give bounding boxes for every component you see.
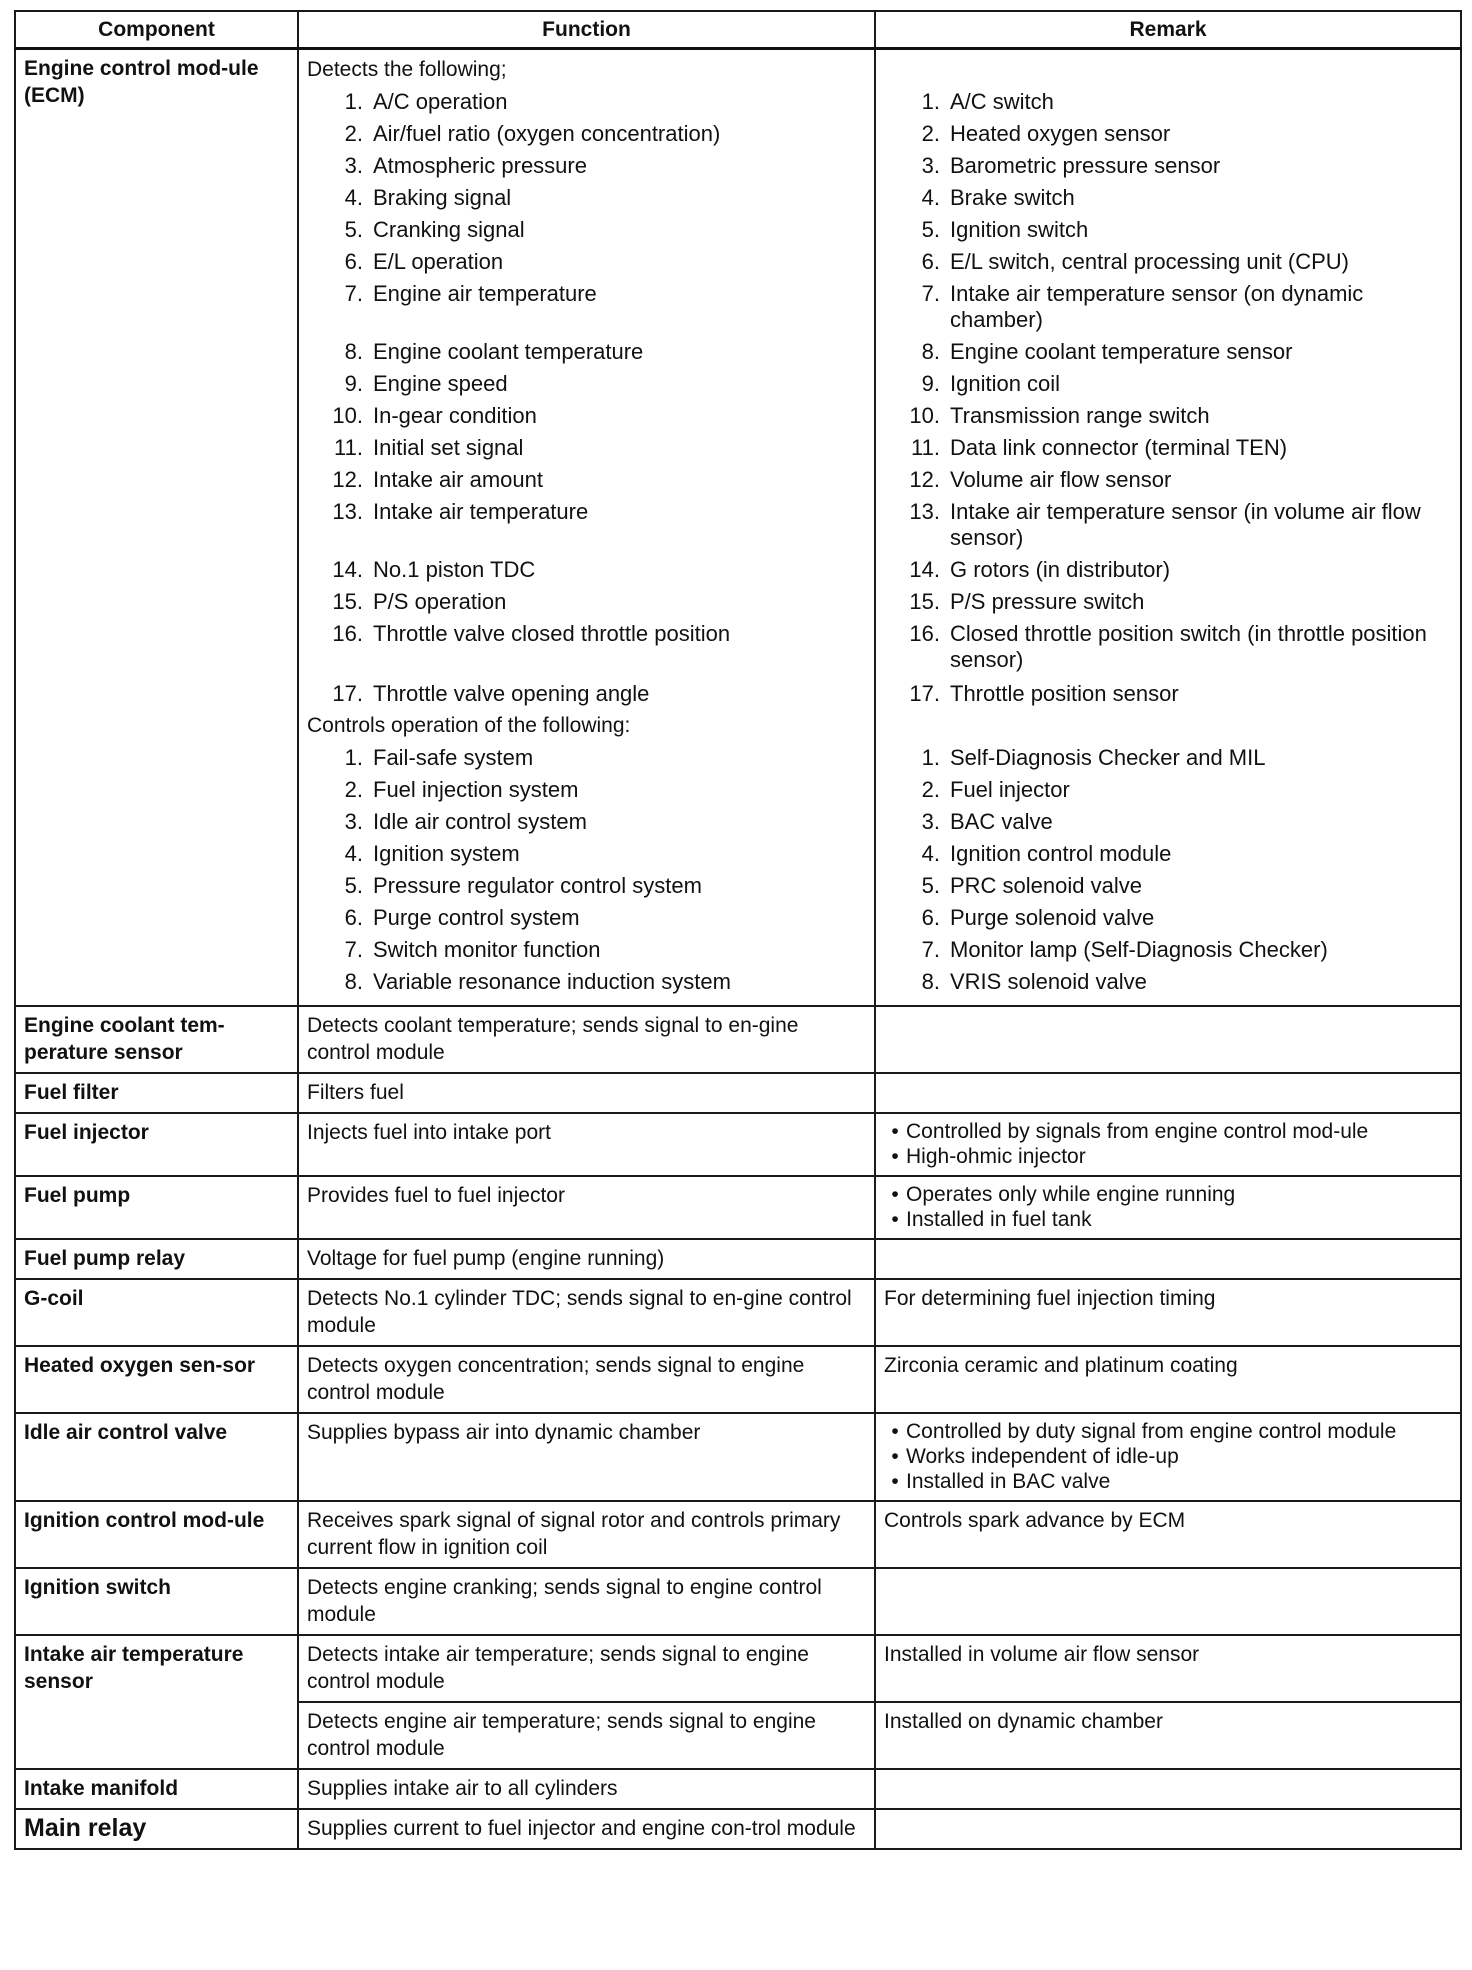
bullet-dot-icon: • [891, 1183, 899, 1206]
item-text: Fuel injector [950, 777, 1070, 802]
item-number: 8. [344, 339, 363, 364]
bullet-dot-icon: • [891, 1470, 899, 1493]
list-item [307, 433, 866, 465]
item-text: In-gear condition [373, 403, 537, 428]
item-number: 7. [921, 281, 940, 306]
item-number: 10. [332, 403, 363, 428]
list-item [884, 935, 1452, 967]
bullet-text: High-ohmic injector [906, 1145, 1086, 1168]
remark-cell: Installed in volume air flow sensor [875, 1635, 1461, 1702]
bullet-dot-icon: • [891, 1120, 899, 1143]
item-number: 14. [909, 557, 940, 582]
item-number: 13. [332, 499, 363, 524]
item-number: 7. [921, 937, 940, 962]
controls-remark-list [884, 743, 1452, 999]
bullet-item [884, 1419, 1452, 1444]
item-text: A/C operation [373, 89, 508, 114]
item-number: 9. [921, 371, 940, 396]
remark-cell: Installed on dynamic chamber [875, 1702, 1461, 1769]
item-number: 3. [344, 809, 363, 834]
bullet-item [884, 1144, 1452, 1169]
remark-cell [875, 1568, 1461, 1635]
item-text: Idle air control system [373, 809, 587, 834]
item-number: 11. [911, 435, 940, 460]
item-number: 5. [344, 873, 363, 898]
detects-label: Detects the following; [307, 58, 507, 81]
item-text: Fail-safe system [373, 745, 534, 770]
item-text: Engine air temperature [373, 281, 597, 306]
bullet-item [884, 1469, 1452, 1494]
function-cell: Receives spark signal of signal rotor and controls primary current flow in ignition coil [298, 1501, 875, 1568]
item-text: Throttle valve closed throttle position [373, 621, 731, 646]
item-text: E/L operation [373, 249, 504, 274]
component-cell: Heated oxygen sen-sor [15, 1346, 298, 1413]
bullet-dot-icon: • [891, 1445, 899, 1468]
list-item [307, 247, 866, 279]
list-item [884, 433, 1452, 465]
list-item [884, 807, 1452, 839]
bullet-dot-icon: • [891, 1420, 899, 1443]
list-item [307, 775, 866, 807]
bullet-item [884, 1119, 1452, 1144]
item-number: 11. [334, 435, 363, 460]
item-number: 1. [921, 89, 940, 114]
item-number: 12. [909, 467, 940, 492]
item-text: PRC solenoid valve [950, 873, 1142, 898]
item-text: A/C switch [950, 89, 1054, 114]
ecm-remark-cell [875, 49, 1461, 1007]
rows-body [15, 1006, 1461, 1635]
item-number: 8. [921, 339, 940, 364]
list-item [307, 279, 866, 337]
table-row [15, 1279, 1461, 1346]
list-item [307, 839, 866, 871]
item-number: 1. [344, 745, 363, 770]
item-text: Intake air temperature sensor (on dynamic chamber) [950, 281, 1364, 332]
header-row [15, 11, 1461, 49]
item-number: 2. [344, 777, 363, 802]
bullet-text: Operates only while engine running [906, 1183, 1236, 1206]
bullet-text: Controlled by signals from engine control mod-ule [906, 1120, 1369, 1143]
list-item [307, 903, 866, 935]
table-row [15, 1635, 1461, 1702]
list-item [884, 903, 1452, 935]
item-text: Throttle valve opening angle [373, 681, 650, 706]
list-item [884, 743, 1452, 775]
list-item [884, 587, 1452, 619]
item-text: Ignition system [373, 841, 520, 866]
function-cell: Injects fuel into intake port [298, 1113, 875, 1176]
detects-remark-list [884, 87, 1452, 711]
list-item [884, 369, 1452, 401]
component-cell: Intake air temperature sensor [15, 1635, 298, 1769]
function-cell: Provides fuel to fuel injector [298, 1176, 875, 1239]
list-item [884, 839, 1452, 871]
component-cell: Main relay [15, 1809, 298, 1849]
list-item [307, 619, 866, 679]
item-number: 4. [921, 185, 940, 210]
item-text: BAC valve [950, 809, 1053, 834]
item-number: 2. [921, 121, 940, 146]
function-cell: Supplies current to fuel injector and engine con-trol module [298, 1809, 875, 1849]
bullet-dot-icon: • [891, 1208, 899, 1231]
item-text: Heated oxygen sensor [950, 121, 1171, 146]
item-text: Volume air flow sensor [950, 467, 1172, 492]
item-number: 10. [909, 403, 940, 428]
item-number: 5. [344, 217, 363, 242]
item-number: 9. [344, 371, 363, 396]
table-row [15, 1113, 1461, 1176]
bullet-item [884, 1207, 1452, 1232]
item-text: Purge solenoid valve [950, 905, 1155, 930]
item-text: P/S pressure switch [950, 589, 1145, 614]
header-component: Component [15, 11, 298, 49]
component-cell: Ignition switch [15, 1568, 298, 1635]
list-item [307, 743, 866, 775]
table-row [15, 1809, 1461, 1849]
item-text: Cranking signal [373, 217, 525, 242]
item-text: Purge control system [373, 905, 580, 930]
item-number: 16. [909, 621, 940, 646]
controls-function-list [307, 743, 866, 999]
item-number: 12. [332, 467, 363, 492]
item-text: Fuel injection system [373, 777, 579, 802]
item-text: Ignition control module [950, 841, 1172, 866]
item-text: Intake air temperature sensor (in volume air flow sensor) [950, 499, 1421, 550]
table-row [15, 1006, 1461, 1073]
component-cell: Fuel filter [15, 1073, 298, 1113]
item-text: Brake switch [950, 185, 1075, 210]
item-text: Monitor lamp (Self-Diagnosis Checker) [950, 937, 1328, 962]
header-remark: Remark [875, 11, 1461, 49]
item-number: 4. [344, 185, 363, 210]
list-item [884, 151, 1452, 183]
list-item [307, 587, 866, 619]
item-number: 17. [332, 681, 363, 706]
list-item [884, 775, 1452, 807]
table-row [15, 1239, 1461, 1279]
component-cell: Ignition control mod-ule [15, 1501, 298, 1568]
table-row [15, 1073, 1461, 1113]
item-number: 2. [921, 777, 940, 802]
item-number: 16. [332, 621, 363, 646]
remark-cell: For determining fuel injection timing [875, 1279, 1461, 1346]
item-number: 2. [344, 121, 363, 146]
item-text: Switch monitor function [373, 937, 601, 962]
item-number: 7. [344, 281, 363, 306]
remark-cell [875, 1073, 1461, 1113]
list-item [884, 215, 1452, 247]
component-cell: Intake manifold [15, 1769, 298, 1809]
item-number: 1. [921, 745, 940, 770]
list-item [307, 679, 866, 711]
list-item [884, 279, 1452, 337]
item-number: 4. [344, 841, 363, 866]
function-cell: Supplies intake air to all cylinders [298, 1769, 875, 1809]
item-text: Variable resonance induction system [373, 969, 731, 994]
item-text: VRIS solenoid valve [950, 969, 1147, 994]
item-text: Engine coolant temperature [373, 339, 644, 364]
item-number: 6. [921, 905, 940, 930]
table-row [15, 1176, 1461, 1239]
table-row [15, 1346, 1461, 1413]
controls-label: Controls operation of the following: [307, 714, 631, 737]
bullet-item [884, 1182, 1452, 1207]
item-number: 15. [909, 589, 940, 614]
function-cell: Supplies bypass air into dynamic chamber [298, 1413, 875, 1501]
header-function: Function [298, 11, 875, 49]
item-text: Intake air temperature [373, 499, 589, 524]
list-item [884, 87, 1452, 119]
component-table [14, 10, 1462, 1850]
item-text: E/L switch, central processing unit (CPU) [950, 249, 1349, 274]
item-text: Self-Diagnosis Checker and MIL [950, 745, 1266, 770]
item-text: Closed throttle position switch (in throttle position sensor) [950, 621, 1427, 672]
remark-cell [875, 1413, 1461, 1501]
remark-cell [875, 1006, 1461, 1073]
component-cell: Idle air control valve [15, 1413, 298, 1501]
item-number: 4. [921, 841, 940, 866]
item-number: 3. [344, 153, 363, 178]
bullet-text: Installed in fuel tank [906, 1208, 1092, 1231]
item-number: 3. [921, 153, 940, 178]
item-number: 1. [344, 89, 363, 114]
list-item [307, 555, 866, 587]
remark-cell [875, 1176, 1461, 1239]
list-item [307, 337, 866, 369]
item-text: Data link connector (terminal TEN) [950, 435, 1288, 460]
bullet-dot-icon: • [891, 1145, 899, 1168]
item-number: 6. [921, 249, 940, 274]
list-item [307, 401, 866, 433]
tail-body [15, 1769, 1461, 1849]
bullet-text: Works independent of idle-up [906, 1445, 1179, 1468]
function-cell: Filters fuel [298, 1073, 875, 1113]
item-text: Engine speed [373, 371, 508, 396]
bullet-text: Controlled by duty signal from engine control module [906, 1420, 1397, 1443]
list-item [884, 555, 1452, 587]
component-cell: G-coil [15, 1279, 298, 1346]
item-text: P/S operation [373, 589, 507, 614]
ecm-function-cell [298, 49, 875, 1007]
list-item [307, 935, 866, 967]
item-text: Pressure regulator control system [373, 873, 702, 898]
function-cell: Detects oxygen concentration; sends signal to engine control module [298, 1346, 875, 1413]
item-number: 14. [332, 557, 363, 582]
item-text: Ignition switch [950, 217, 1089, 242]
list-item [884, 619, 1452, 679]
item-text: Transmission range switch [950, 403, 1210, 428]
function-cell: Voltage for fuel pump (engine running) [298, 1239, 875, 1279]
table-row [15, 49, 1461, 1007]
item-text: G rotors (in distributor) [950, 557, 1171, 582]
list-item [307, 119, 866, 151]
remark-cell [875, 1239, 1461, 1279]
list-item [884, 401, 1452, 433]
item-number: 5. [921, 873, 940, 898]
remark-cell [875, 1769, 1461, 1809]
bullet-item [884, 1444, 1452, 1469]
bullet-text: Installed in BAC valve [906, 1470, 1111, 1493]
function-cell: Detects intake air temperature; sends signal to engine control module [298, 1635, 875, 1702]
list-item [307, 183, 866, 215]
function-cell: Detects engine air temperature; sends signal to engine control module [298, 1702, 875, 1769]
list-item [884, 465, 1452, 497]
list-item [884, 183, 1452, 215]
item-number: 6. [344, 905, 363, 930]
list-item [884, 247, 1452, 279]
detects-function-list [307, 87, 866, 711]
item-number: 8. [344, 969, 363, 994]
item-number: 8. [921, 969, 940, 994]
item-text: Air/fuel ratio (oxygen concentration) [373, 121, 721, 146]
list-item [307, 369, 866, 401]
item-number: 13. [909, 499, 940, 524]
item-text: Ignition coil [950, 371, 1061, 396]
component-cell: Engine control mod-ule (ECM) [15, 49, 298, 1007]
component-cell: Engine coolant tem-perature sensor [15, 1006, 298, 1073]
list-item [307, 967, 866, 999]
list-item [307, 807, 866, 839]
item-text: Engine coolant temperature sensor [950, 339, 1293, 364]
remark-cell [875, 1113, 1461, 1176]
list-item [884, 967, 1452, 999]
item-text: Throttle position sensor [950, 681, 1179, 706]
item-number: 7. [344, 937, 363, 962]
table-row [15, 1769, 1461, 1809]
remark-cell [875, 1809, 1461, 1849]
item-number: 17. [909, 681, 940, 706]
item-text: Atmospheric pressure [373, 153, 587, 178]
remark-cell: Controls spark advance by ECM [875, 1501, 1461, 1568]
function-cell: Detects engine cranking; sends signal to engine control module [298, 1568, 875, 1635]
list-item [884, 679, 1452, 711]
list-item [307, 465, 866, 497]
list-item [307, 871, 866, 903]
item-text: No.1 piston TDC [373, 557, 536, 582]
item-number: 15. [332, 589, 363, 614]
list-item [884, 119, 1452, 151]
item-text: Initial set signal [373, 435, 524, 460]
item-text: Barometric pressure sensor [950, 153, 1221, 178]
list-item [307, 87, 866, 119]
list-item [884, 337, 1452, 369]
component-cell: Fuel pump [15, 1176, 298, 1239]
item-text: Intake air amount [373, 467, 543, 492]
item-text: Braking signal [373, 185, 512, 210]
table-row [15, 1413, 1461, 1501]
table-row [15, 1501, 1461, 1568]
list-item [884, 497, 1452, 555]
component-cell: Fuel pump relay [15, 1239, 298, 1279]
list-item [307, 497, 866, 555]
item-number: 3. [921, 809, 940, 834]
list-item [307, 215, 866, 247]
function-cell: Detects coolant temperature; sends signal to en-gine control module [298, 1006, 875, 1073]
remark-cell: Zirconia ceramic and platinum coating [875, 1346, 1461, 1413]
function-cell: Detects No.1 cylinder TDC; sends signal to en-gine control module [298, 1279, 875, 1346]
list-item [307, 151, 866, 183]
component-cell: Fuel injector [15, 1113, 298, 1176]
item-number: 6. [344, 249, 363, 274]
list-item [884, 871, 1452, 903]
table-row [15, 1568, 1461, 1635]
item-number: 5. [921, 217, 940, 242]
